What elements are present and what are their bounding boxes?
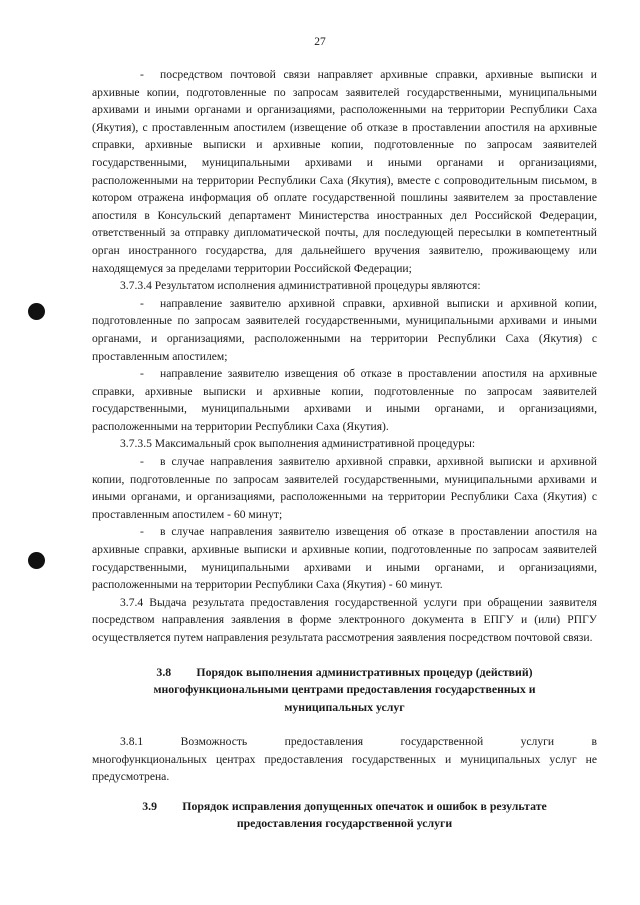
paragraph-3-7-3-4: 3.7.3.4 Результатом исполнения административной процедуры являются: — [120, 279, 481, 293]
list-dash: - — [140, 455, 144, 469]
paragraph-result-apostille: - направление заявителю архивной справки, архивной выписки и архивной копии, подготовленные по запросам заявителей государственными, муниципальными архивами и иными органами, и организациями, расположенными на территории Республики Саха (Якутия) с проставленным апостилем; — [92, 296, 597, 363]
punch-hole-top — [28, 303, 45, 320]
paragraph-3-8-1-rest: многофункциональных центрах предоставления государственных и муниципальных услуг не предусмотрена. — [92, 752, 597, 784]
paragraph-3-7-3-5: 3.7.3.5 Максимальный срок выполнения административной процедуры: — [120, 437, 476, 451]
section-heading-3-8: 3.8 Порядок выполнения административных процедур (действий) многофункциональными центрами предоставления государственных и муниципальных услуг — [153, 664, 536, 714]
paragraph-postal-delivery: - посредством почтовой связи направляет архивные справки, архивные выписки и архивные копии, подготовленные по запросам заявителей государственными, муниципальными архивами и иными органами и организациями, расположенными на территории Республики Саха (Якутия), с проставленным апостилем (извещение об отказе в проставлении апостиля на архивные справки, архивные выписки и архивные копии, подготовленные по запросам заявителей государственными, муниципальными архивами и иными органами и организациями, расположенными на территории Республики Саха (Якутия), вместе с сопроводительным письмом, в котором отражена информация об оплате государственной пошлины заявителем за проставление апостиля в Консульский департамент Министерства иностранных дел Российской Федерации, ответственный за отправку дипломатической почты, для последующей пересылки в компетентный орган иностранного государства, для дальнейшего вручения заявителю, проживающему или находящемуся за пределами территории Российской Федерации; — [92, 68, 597, 275]
paragraph-3-8-1-lead: 3.8.1 Возможность предоставления государственной услуги в — [120, 735, 597, 749]
list-dash: - — [140, 367, 144, 381]
punch-hole-bottom — [28, 552, 45, 569]
paragraph-term-refusal: - в случае направления заявителю извещения об отказе в проставлении апостиля на архивные справки, архивные выписки и архивные копии, подготовленные по запросам заявителей государственными, муниципальными архивами и иными органами, и организациями, расположенными на территории Республики Саха (Якутия) - 60 минут. — [92, 525, 597, 592]
list-dash: - — [140, 296, 144, 310]
section-number: 3.8 — [156, 664, 172, 679]
list-dash: - — [140, 525, 144, 539]
page-number: 27 — [314, 36, 326, 48]
document-body — [92, 66, 597, 833]
list-dash: - — [140, 68, 144, 81]
paragraph-result-refusal: - направление заявителю извещения об отказе в проставлении апостиля на архивные справки, архивные выписки и архивные копии, подготовленные по запросам заявителей государственными, муниципальными архивами и иными органами, и организациями, расположенными на территории Республики Саха (Якутия). — [92, 367, 597, 433]
section-number: 3.9 — [142, 798, 158, 813]
paragraph-3-7-4: 3.7.4 Выдача результата предоставления государственной услуги при обращении заявителя посредством направления заявления в форме электронного документа в ЕПГУ и (или) РПГУ осуществляется путем направления результата рассмотрения заявления посредством почтовой связи. — [92, 595, 597, 644]
section-heading-3-9: 3.9 Порядок исправления допущенных опечаток и ошибок в результате предоставления государственной услуги — [142, 798, 547, 831]
paragraph-term-apostille: - в случае направления заявителю архивной справки, архивной выписки и архивной копии, подготовленные по запросам заявителей государственными, муниципальными архивами и иными органами, и организациями, расположенными на территории Республики Саха (Якутия) с проставленным апостилем - 60 минут; — [92, 455, 597, 521]
